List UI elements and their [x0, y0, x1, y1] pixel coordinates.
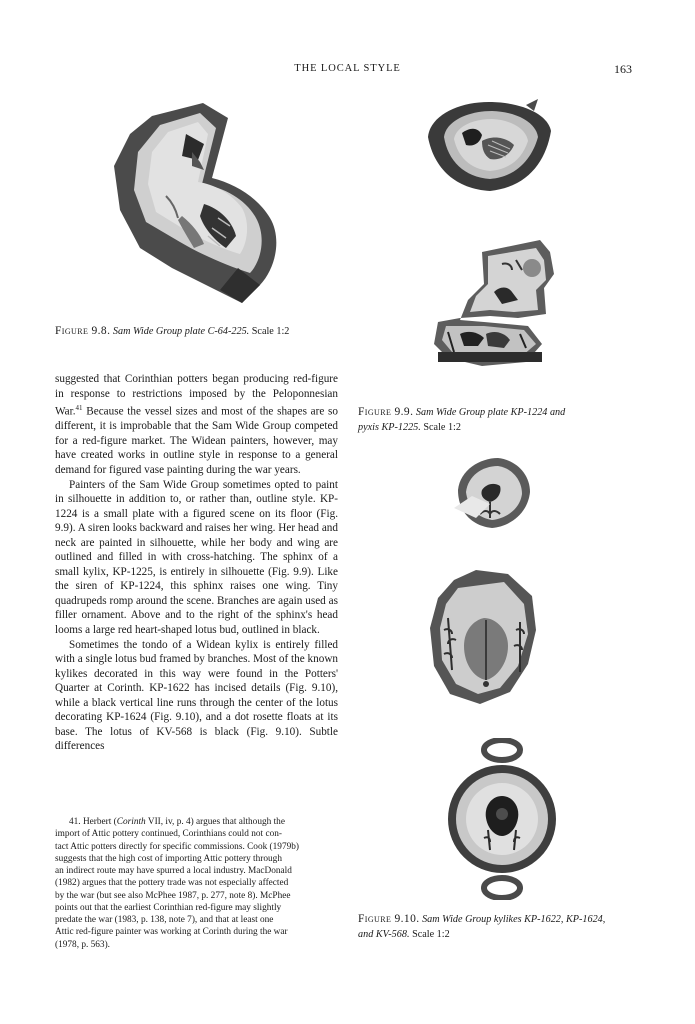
footnote-line: (1982) argues that the pottery trade was not especially affected: [55, 878, 289, 889]
footnote-line: tact Attic potters directly for specific commissions. Cook (1979b): [55, 841, 299, 852]
body-paragraph-1-continuation: Because the vessel sizes and most of the shapes are so different, it is improbable that the Sam Wide Group competed for a red-figure market. The Widean painters, however, may have created works in outline style in response to a general demand for figured vase painting during the war years.: [55, 405, 338, 477]
figure-9-9-title-part2: pyxis KP-1225.: [358, 422, 421, 433]
plate-kp-1224-photo: [420, 97, 558, 197]
body-paragraph-3: Sometimes the tondo of a Widean kylix is entirely filled with a single lotus bud framed by branches. Most of the known kylikes decorated in this way were found in the Potters' Quarter at Corinth. KP-1622 has incised details (Fig. 9.10), while a black vertical line runs through the center of the lotus decorating KP-1624 (Fig. 9.10), and a dot rosette floats at its base. The lotus of KV-568 is black (Fig. 9.10). Subtle differences: [55, 638, 338, 753]
footnote-line: an indirect route may have spurred a local industry. MacDonald: [55, 866, 292, 876]
body-paragraph-1: [55, 372, 338, 478]
figure-9-8-caption: [55, 324, 289, 339]
kylix-kp-1225-photo: [424, 240, 562, 370]
running-head-title: THE LOCAL STYLE: [294, 63, 401, 74]
figure-9-10-title-part1: Sam Wide Group kylikes KP-1622, KP-1624,: [422, 914, 606, 925]
footnote-line: import of Attic pottery continued, Corinthians could not con-: [55, 829, 282, 840]
page-number: 163: [614, 62, 632, 76]
figure-9-9-scale: Scale 1:2: [423, 422, 461, 433]
figure-9-10-caption: [358, 912, 643, 942]
footnote-line: predate the war (1983, p. 138, note 7), and that at least one: [55, 915, 274, 925]
main-text-column: [55, 372, 338, 754]
figure-9-10-label: Figure 9.10.: [358, 913, 420, 925]
figure-9-8-label: Figure 9.8.: [55, 325, 111, 337]
figure-9-10-title-part2: and KV-568.: [358, 929, 410, 940]
footnote-line: Attic red-figure painter was working at Corinth during the war: [55, 927, 288, 938]
figure-9-9-label: Figure 9.9.: [358, 406, 414, 418]
footnote-italic-title: Corinth: [116, 817, 146, 827]
kylix-kv-568-photo: [446, 738, 558, 900]
kylix-kp-1624-photo: [424, 566, 538, 708]
footnote-line: [55, 816, 338, 828]
footnote-line-1-start: 41. Herbert (: [69, 817, 117, 827]
footnote-line: (1978, p. 563).: [55, 939, 111, 950]
figure-9-9-title-part1: Sam Wide Group plate KP-1224 and: [415, 407, 566, 418]
footnote-reference: 41: [75, 404, 83, 413]
kylix-kp-1622-photo: [450, 456, 534, 532]
figure-9-10-scale: Scale 1:2: [412, 929, 450, 940]
footnote-line: suggests that the high cost of importing Attic pottery through: [55, 853, 282, 864]
footnote-line-1-rest: VII, iv, p. 4) argues that although the: [145, 817, 285, 827]
figure-9-8-scale: Scale 1:2: [251, 326, 290, 337]
figure-9-9-caption: [358, 405, 638, 435]
body-paragraph-2: Painters of the Sam Wide Group sometimes opted to paint in silhouette in addition to, or rather than, outline style. KP-1224 is a small plate with a figured scene on its floor (Fig. 9.9). A siren looks backward and raises her wing. Her head and neck are painted in silhouette, while her body and wing are outlined and filled in with cross-hatching. The sphinx of a small kylix, KP-1225, is entirely in silhouette (Fig. 9.9). Like the siren of KP-1224, this sphinx raises one wing. Tiny quadrupeds romp around the scene. Branches are again used as filler ornament. Above and to the right of the sphinx's head looms a large red heart-shaped lotus bud, outlined in black.: [55, 478, 338, 637]
footnote-line: by the war (but see also McPhee 1987, p. 277, note 8). McPhee: [55, 890, 291, 901]
body-paragraph-1-text: suggested that Corinthian potters began producing red-figure in response to restrictions imposed by the Peloponnesian War.: [55, 373, 338, 418]
plate-fragment-c-64-225-photo: [108, 100, 290, 310]
figure-9-8-title: Sam Wide Group plate C-64-225.: [112, 326, 250, 337]
footnote-41: [55, 816, 338, 951]
footnote-line: points out that the earliest Corinthian red-figure may slightly: [55, 902, 282, 913]
